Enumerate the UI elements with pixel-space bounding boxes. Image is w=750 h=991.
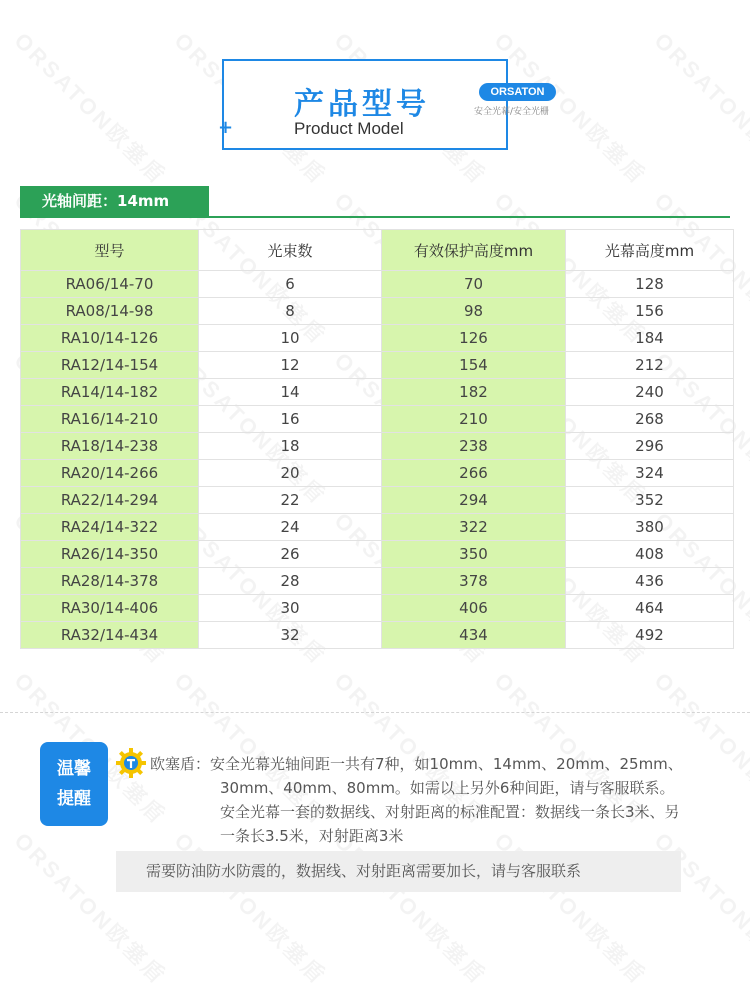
watermark-text [328,825,494,991]
cell-curtain-height: 156 [566,298,734,325]
tips-badge-line2: 提醒 [57,789,91,809]
cell-model: RA14/14-182 [21,379,199,406]
cell-protection-height: 98 [382,298,566,325]
watermark-text [8,825,174,991]
cell-beam-count: 24 [199,514,382,541]
table-row [21,622,734,649]
spacing-tab: 光轴间距：14mm [20,186,209,217]
header-protection-height: 有效保护高度mm [382,230,566,271]
note-bar: 需要防油防水防震的，数据线、对射距离需要加长，请与客服联系 [116,851,681,892]
tips-text [150,752,720,848]
cell-model: RA30/14-406 [21,595,199,622]
cell-curtain-height: 324 [566,460,734,487]
model-spec-table [20,229,734,649]
cell-model: RA08/14-98 [21,298,199,325]
cell-protection-height: 154 [382,352,566,379]
cell-beam-count: 32 [199,622,382,649]
cell-beam-count: 8 [199,298,382,325]
plus-icon: + [218,117,234,138]
cell-beam-count: 16 [199,406,382,433]
cell-protection-height: 70 [382,271,566,298]
dashed-separator [0,712,750,713]
cell-model: RA24/14-322 [21,514,199,541]
brand-slogan: 安全光幕/安全光栅 [474,107,550,117]
header-model: 型号 [21,230,199,271]
cell-curtain-height: 184 [566,325,734,352]
cell-curtain-height: 296 [566,433,734,460]
cell-model: RA12/14-154 [21,352,199,379]
cell-beam-count: 30 [199,595,382,622]
cell-protection-height: 210 [382,406,566,433]
watermark-text [8,25,174,191]
cell-protection-height: 266 [382,460,566,487]
page-title: 产品型号 [294,87,430,122]
cell-model: RA28/14-378 [21,568,199,595]
cell-beam-count: 18 [199,433,382,460]
table-row [21,514,734,541]
table-row [21,487,734,514]
cell-protection-height: 350 [382,541,566,568]
cell-curtain-height: 268 [566,406,734,433]
table-row [21,271,734,298]
cell-protection-height: 294 [382,487,566,514]
brand-badge: ORSATON [479,83,556,101]
page-subtitle: Product Model [294,119,404,138]
cell-curtain-height: 408 [566,541,734,568]
table-row [21,406,734,433]
cell-protection-height: 182 [382,379,566,406]
table-row [21,568,734,595]
cell-beam-count: 6 [199,271,382,298]
cell-beam-count: 26 [199,541,382,568]
table-row [21,541,734,568]
tips-badge [40,742,108,826]
cell-curtain-height: 492 [566,622,734,649]
cell-model: RA20/14-266 [21,460,199,487]
cell-protection-height: 126 [382,325,566,352]
cell-beam-count: 20 [199,460,382,487]
product-model-header [218,59,550,150]
brand-gear-logo-icon [116,748,146,778]
table-row [21,595,734,622]
tips-line-3: 安全光幕一套的数据线、对射距离的标准配置：数据线一条长3米、另 [220,803,680,821]
cell-curtain-height: 212 [566,352,734,379]
cell-curtain-height: 436 [566,568,734,595]
cell-beam-count: 12 [199,352,382,379]
watermark-text [168,825,334,991]
table-header-row [21,230,734,271]
cell-protection-height: 406 [382,595,566,622]
cell-curtain-height: 240 [566,379,734,406]
cell-model: RA10/14-126 [21,325,199,352]
table-row [21,460,734,487]
cell-protection-height: 238 [382,433,566,460]
cell-beam-count: 14 [199,379,382,406]
header-beam-count: 光束数 [199,230,382,271]
table-row [21,352,734,379]
tips-badge-line1: 温馨 [57,759,91,779]
spacing-divider [20,216,730,218]
cell-protection-height: 378 [382,568,566,595]
cell-curtain-height: 380 [566,514,734,541]
cell-protection-height: 322 [382,514,566,541]
cell-beam-count: 10 [199,325,382,352]
tips-line-4: 一条长3.5米，对射距离3米 [220,827,404,845]
cell-curtain-height: 352 [566,487,734,514]
table-row [21,433,734,460]
table-row [21,379,734,406]
table-row [21,298,734,325]
cell-beam-count: 28 [199,568,382,595]
watermark-text [648,825,750,991]
watermark-text [488,825,654,991]
cell-beam-count: 22 [199,487,382,514]
table-row [21,325,734,352]
cell-model: RA16/14-210 [21,406,199,433]
tips-line-2: 30mm、40mm、80mm。如需以上另外6种间距，请与客服联系。 [220,779,675,797]
cell-model: RA06/14-70 [21,271,199,298]
header-curtain-height: 光幕高度mm [566,230,734,271]
cell-curtain-height: 464 [566,595,734,622]
cell-curtain-height: 128 [566,271,734,298]
cell-protection-height: 434 [382,622,566,649]
cell-model: RA32/14-434 [21,622,199,649]
cell-model: RA22/14-294 [21,487,199,514]
tips-line-1: 欧塞盾：安全光幕光轴间距一共有7种，如10mm、14mm、20mm、25mm、 [150,755,683,773]
cell-model: RA18/14-238 [21,433,199,460]
cell-model: RA26/14-350 [21,541,199,568]
watermark-text [648,25,750,191]
